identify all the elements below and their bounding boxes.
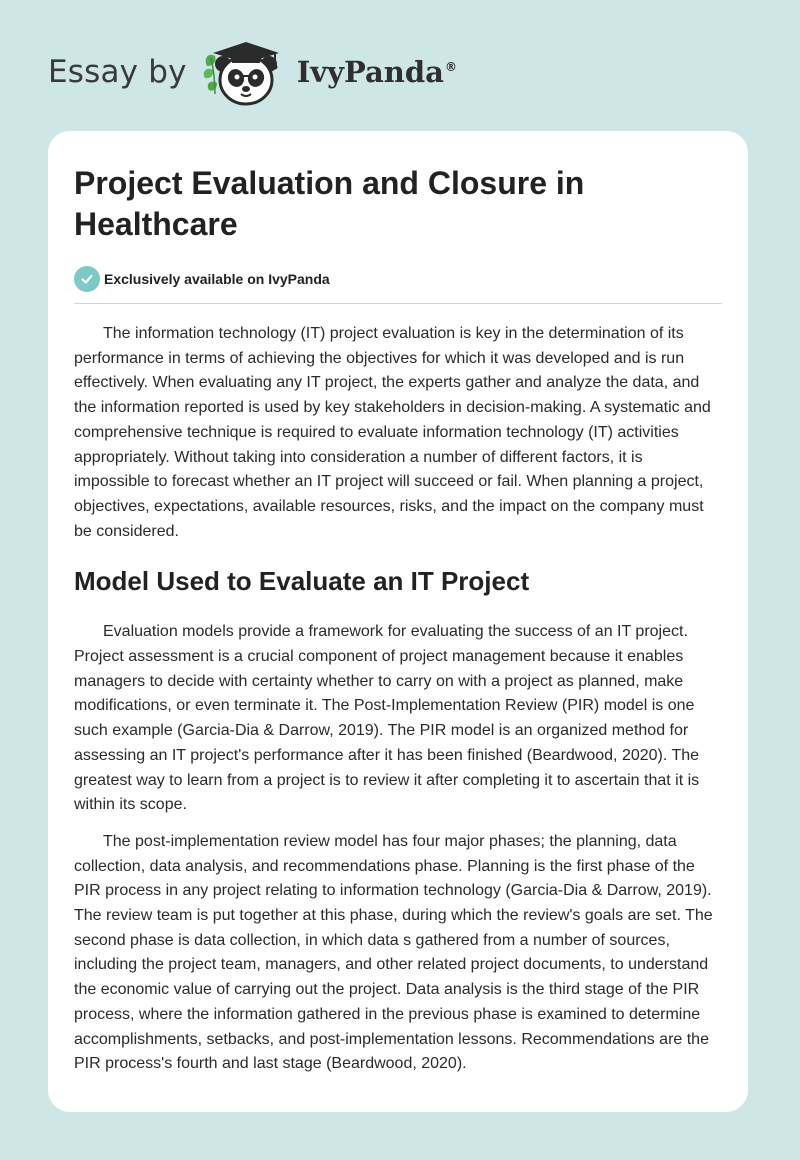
leaf-icon bbox=[203, 55, 216, 94]
brand-prefix: Essay by bbox=[48, 54, 187, 90]
exclusive-label: Exclusively available on IvyPanda bbox=[104, 271, 330, 287]
brand-name-text: IvyPanda bbox=[296, 55, 444, 89]
brand-header[interactable] bbox=[48, 36, 457, 108]
registered-mark: ® bbox=[444, 60, 457, 75]
checkmark-glyph bbox=[80, 272, 94, 286]
essay-title: Project Evaluation and Closure in Healthcare bbox=[74, 165, 585, 242]
section-heading: Model Used to Evaluate an IT Project bbox=[74, 566, 530, 597]
section-paragraph-2: The post-implementation review model has four major phases; the planning, data collection, data analysis, and recommendations phase. Planning is the first phase of the PIR process in any project relating to information technology (Garcia-Dia & Darrow, 2019). The review team is put together at this phase, during which the review's goals are set. The second phase is data collection, in which data s gathered from a number of sources, including the project team, managers, and other related project documents, to understand the economic value of carrying out the project. Data analysis is the third stage of the PIR process, where the information gathered in the previous phase is examined to determine accomplishments, setbacks, and post-implementation lessons. Recommendations are the PIR process's fourth and last stage (Beardwood, 2020). bbox=[74, 832, 713, 1073]
section-paragraph-1: Evaluation models provide a framework for evaluating the success of an IT project. Project assessment is a crucial component of project management because it enables managers to decide with certainty whether to carry on with a project as planned, make modifications, or even terminate it. The Post-Implementation Review (PIR) model is one such example (Garcia-Dia & Darrow, 2019). The PIR model is an organized method for assessing an IT project's performance after it has been finished (Beardwood, 2020). The greatest way to learn from a project is to review it after completing it to ascertain that it is within its scope. bbox=[74, 623, 700, 814]
exclusive-badge bbox=[74, 266, 722, 292]
essay-card bbox=[48, 131, 748, 1112]
brand-name bbox=[297, 55, 457, 89]
intro-paragraph: The information technology (IT) project evaluation is key in the determination of its performance in terms of achieving the objectives for which it was developed and is run effectively. When evaluating any IT project, the experts gather and analyze the data, and the information reported is used by key stakeholders in decision-making. A systematic and comprehensive technique is required to evaluate information technology (IT) activities appropriately. Without taking into consideration a number of different factors, it is impossible to forecast whether an IT project will succeed or fail. When planning a project, objectives, expectations, available resources, risks, and the impact on the company must be considered. bbox=[74, 325, 711, 540]
divider bbox=[74, 303, 722, 304]
check-icon bbox=[74, 266, 100, 292]
panda-logo-icon bbox=[201, 36, 291, 108]
